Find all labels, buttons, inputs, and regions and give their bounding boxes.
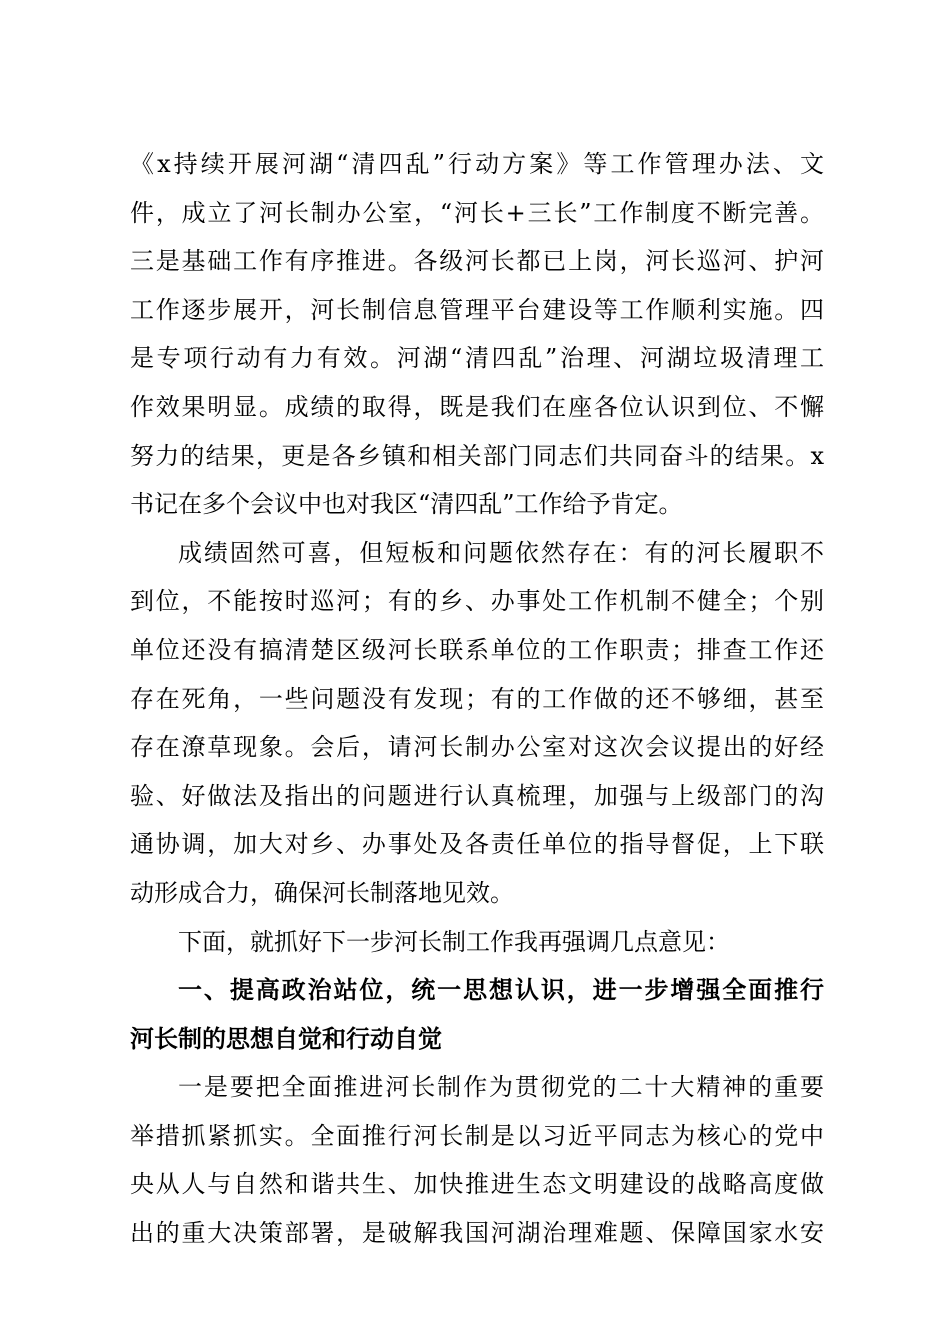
text-line: 《x持续开展河湖“清四乱”行动方案》等工作管理办法、文	[130, 150, 824, 178]
section-heading-line: 河长制的思想自觉和行动自觉	[130, 1024, 442, 1053]
text-line: 验、好做法及指出的问题进行认真梳理，加强与上级部门的沟	[130, 781, 824, 810]
text-line: 存在潦草现象。会后，请河长制办公室对这次会议提出的好经	[130, 733, 824, 762]
text-line: 下面，就抓好下一步河长制工作我再强调几点意见：	[178, 927, 730, 956]
text-line: 是专项行动有力有效。河湖“清四乱”治理、河湖垃圾清理工	[130, 344, 824, 373]
section-heading-line: 一、提高政治站位，统一思想认识，进一步增强全面推行	[178, 976, 824, 1005]
text-line: 三是基础工作有序推进。各级河长都已上岗，河长巡河、护河	[130, 247, 824, 276]
text-line: 出的重大决策部署，是破解我国河湖治理难题、保障国家水安	[130, 1219, 824, 1248]
document-body	[130, 140, 824, 1258]
text-line: 动形成合力，确保河长制落地见效。	[130, 878, 514, 907]
text-line: 单位还没有搞清楚区级河长联系单位的工作职责；排查工作还	[130, 635, 824, 664]
text-line: 书记在多个会议中也对我区“清四乱”工作给予肯定。	[130, 490, 683, 519]
text-line: 一是要把全面推进河长制作为贯彻党的二十大精神的重要	[178, 1073, 824, 1102]
text-line: 工作逐步展开，河长制信息管理平台建设等工作顺利实施。四	[130, 295, 824, 324]
text-line: 成绩固然可喜，但短板和问题依然存在：有的河长履职不	[178, 538, 824, 567]
text-line: 存在死角，一些问题没有发现；有的工作做的还不够细，甚至	[130, 684, 824, 713]
text-line: 通协调，加大对乡、办事处及各责任单位的指导督促，上下联	[130, 830, 824, 859]
text-line: 央从人与自然和谐共生、加快推进生态文明建设的战略高度做	[130, 1170, 824, 1199]
text-line: 举措抓紧抓实。全面推行河长制是以习近平同志为核心的党中	[130, 1121, 824, 1150]
text-line: 努力的结果，更是各乡镇和相关部门同志们共同奋斗的结果。x	[130, 441, 824, 470]
text-line: 到位，不能按时巡河；有的乡、办事处工作机制不健全；个别	[130, 587, 824, 616]
text-line: 件，成立了河长制办公室，“河长+三长”工作制度不断完善。	[130, 198, 824, 227]
text-line: 作效果明显。成绩的取得，既是我们在座各位认识到位、不懈	[130, 392, 824, 421]
